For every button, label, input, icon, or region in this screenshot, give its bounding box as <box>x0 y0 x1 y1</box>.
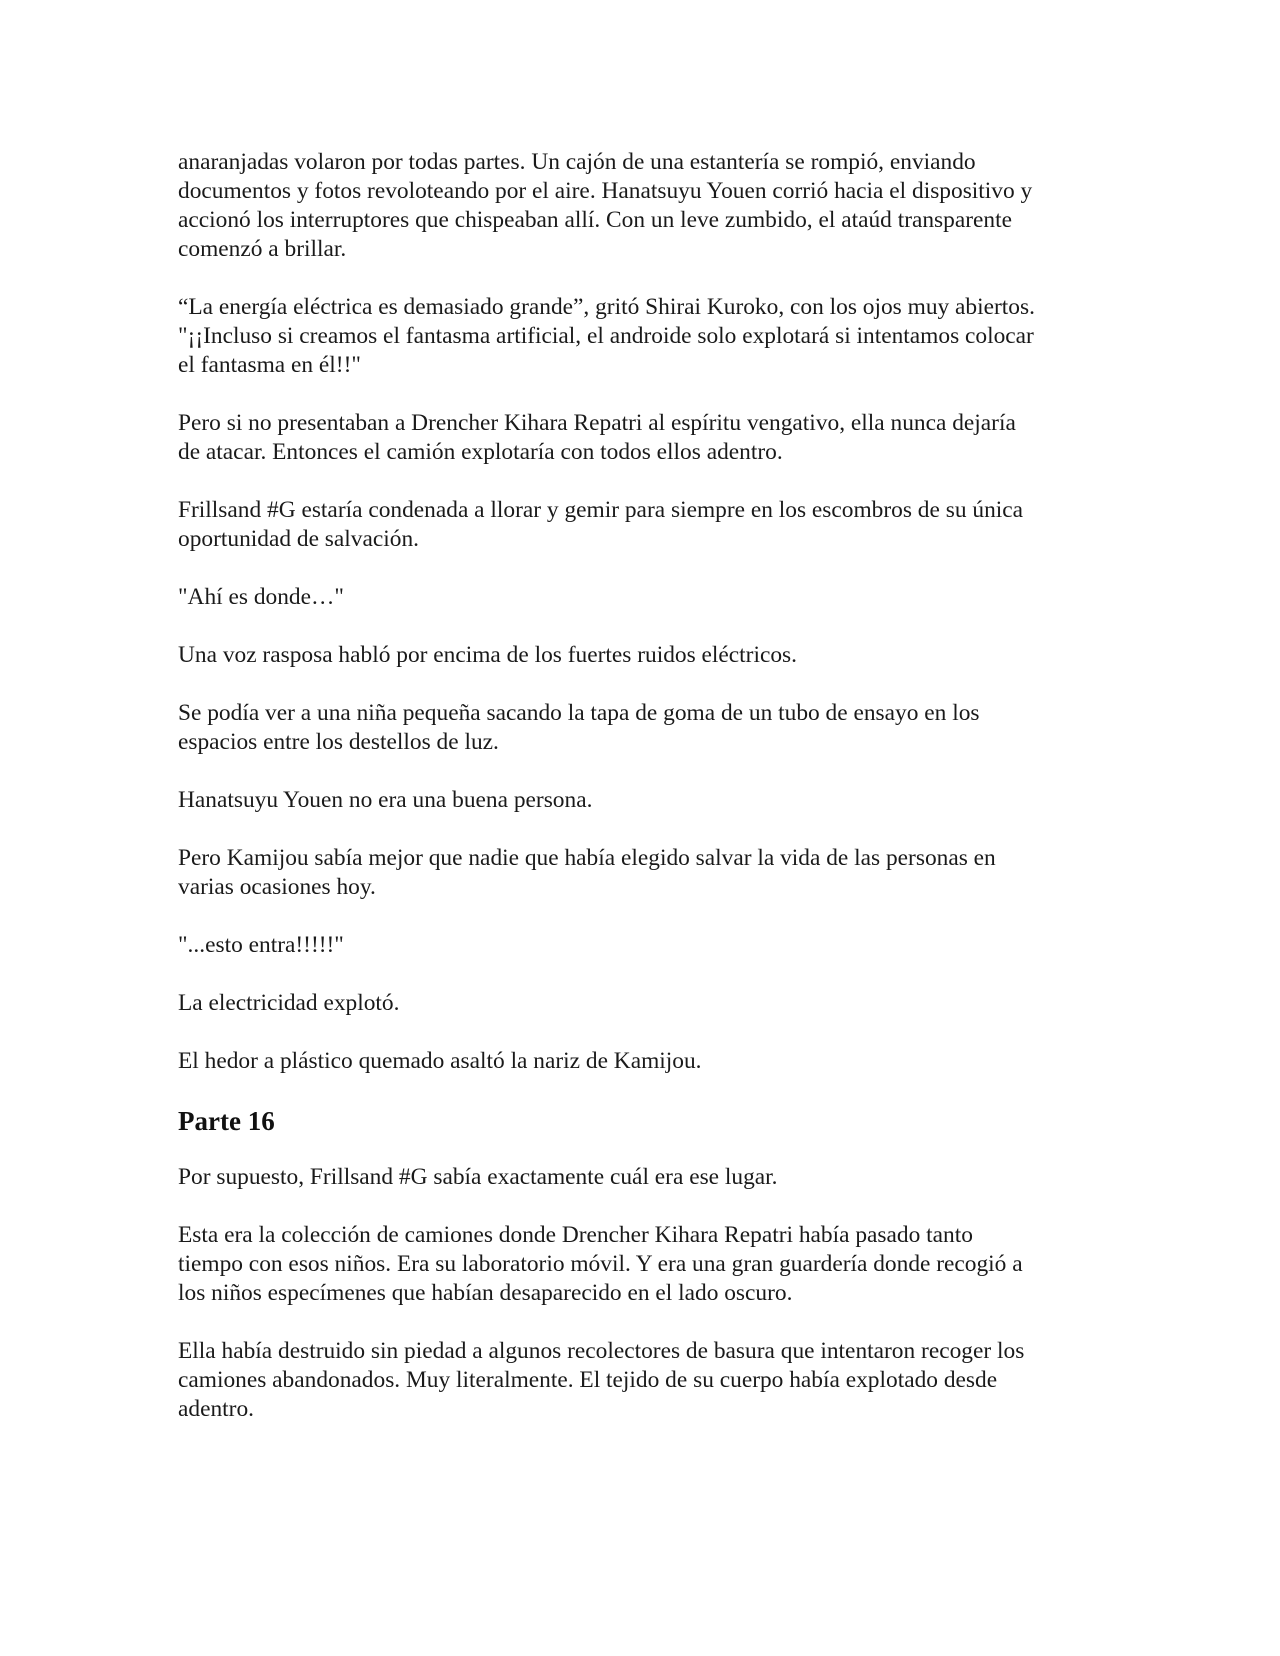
paragraph: "Ahí es donde…" <box>178 584 344 610</box>
section-heading: Parte 16 <box>178 1106 275 1136</box>
paragraph: anaranjadas volaron por todas partes. Un cajón de una estantería se rompió, enviando documentos y fotos revoloteando por el aire. Hanatsuyu Youen corrió hacia el dispositivo y accionó los interruptores que chispeaban allí. Con un leve zumbido, el ataúd transparente comenzó a brillar. <box>178 149 1033 262</box>
paragraph: El hedor a plástico quemado asaltó la nariz de Kamijou. <box>178 1048 702 1074</box>
paragraph: Se podía ver a una niña pequeña sacando la tapa de goma de un tubo de ensayo en los espacios entre los destellos de luz. <box>178 700 980 755</box>
paragraph: “La energía eléctrica es demasiado grande”, gritó Shirai Kuroko, con los ojos muy abiertos. "¡¡Incluso si creamos el fantasma artificial, el androide solo explotará si intentamos colocar el fantasma en él!!" <box>178 294 1035 378</box>
paragraph: Pero Kamijou sabía mejor que nadie que había elegido salvar la vida de las personas en varias ocasiones hoy. <box>178 845 996 900</box>
paragraph: Esta era la colección de camiones donde Drencher Kihara Repatri había pasado tanto tiempo con esos niños. Era su laboratorio móvil. Y era una gran guardería donde recogió a los niños especímenes que habían desaparecido en el lado oscuro. <box>178 1222 1023 1306</box>
paragraph: Pero si no presentaban a Drencher Kihara Repatri al espíritu vengativo, ella nunca dejaría de atacar. Entonces el camión explotaría con todos ellos adentro. <box>178 410 1016 465</box>
paragraph: Hanatsuyu Youen no era una buena persona. <box>178 787 593 813</box>
paragraph: La electricidad explotó. <box>178 990 400 1016</box>
paragraph: Frillsand #G estaría condenada a llorar y gemir para siempre en los escombros de su única oportunidad de salvación. <box>178 497 1024 552</box>
document-page <box>178 148 1108 1453</box>
paragraph: Una voz rasposa habló por encima de los fuertes ruidos eléctricos. <box>178 642 797 668</box>
paragraph: Ella había destruido sin piedad a algunos recolectores de basura que intentaron recoger los camiones abandonados. Muy literalmente. El tejido de su cuerpo había explotado desde adentro. <box>178 1338 1025 1422</box>
paragraph: Por supuesto, Frillsand #G sabía exactamente cuál era ese lugar. <box>178 1164 778 1190</box>
paragraph: "...esto entra!!!!!" <box>178 932 344 958</box>
